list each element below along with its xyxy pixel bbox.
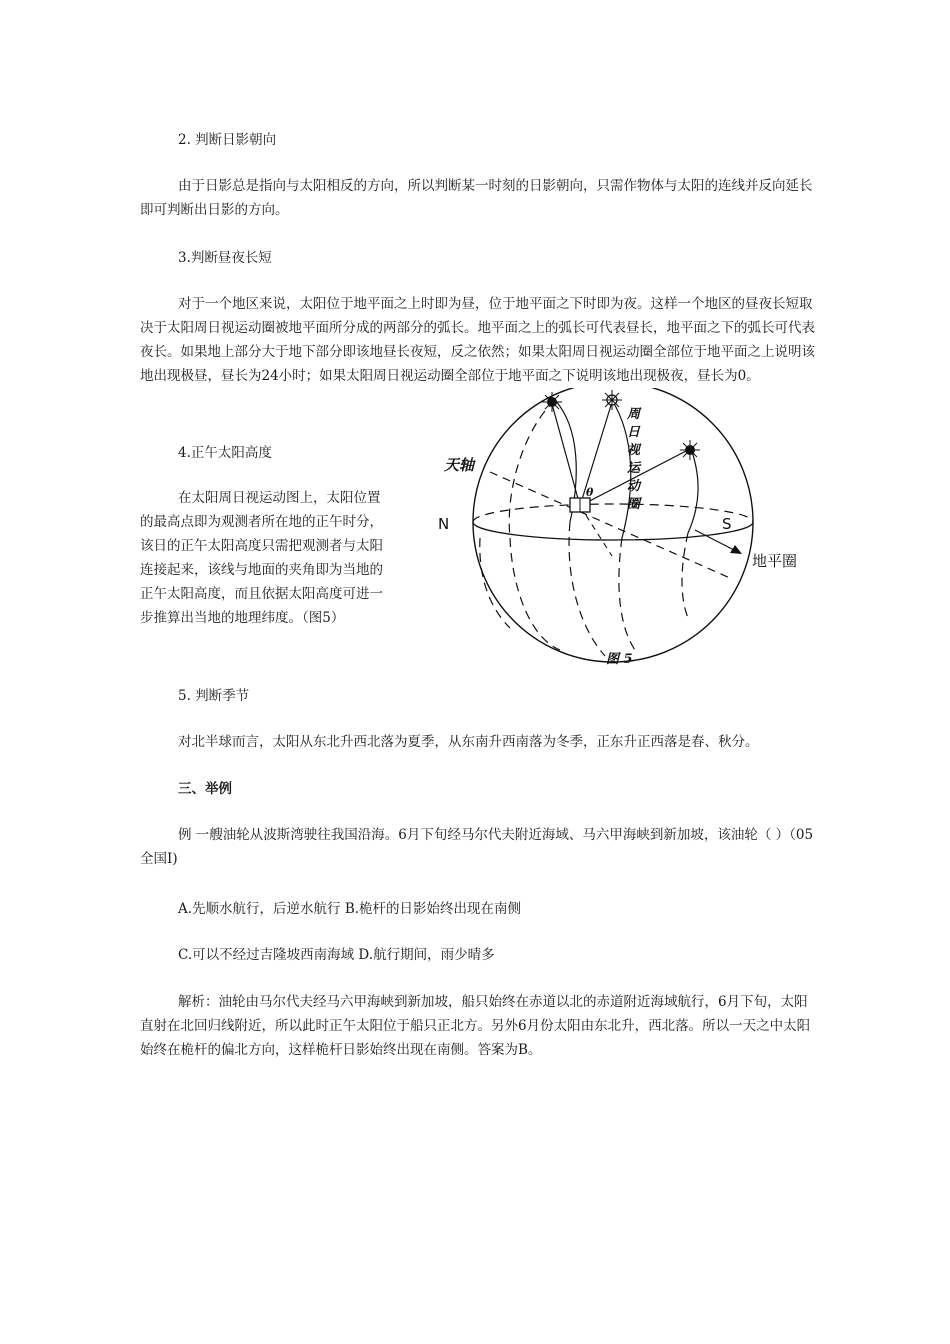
south-label: S: [722, 515, 732, 533]
section-5-body: 对北半球而言，太阳从东北升西北落为夏季，从东南升西南落为冬季，正东升正西落是春、秋分。: [178, 734, 759, 750]
diurnal-circle-4-lower: [619, 538, 635, 650]
celestial-axis-label: 天轴: [444, 456, 475, 474]
section-5-title: 5. 判断季节: [178, 688, 250, 704]
sun-icon: [542, 392, 562, 412]
horizon-pointer-line: [695, 530, 734, 550]
options-a-b: A.先顺水航行，后逆水航行 B.桅杆的日影始终出现在南侧: [178, 901, 522, 917]
sightline-sun-2: [580, 402, 612, 506]
sun-diurnal-motion-figure: [430, 388, 820, 680]
section-example-title: 三、举例: [178, 781, 232, 797]
options-c-d: C.可以不经过吉隆坡西南海域 D.航行期间，雨少晴多: [178, 947, 495, 963]
section-4-title: 4.正午太阳高度: [178, 445, 272, 461]
answer-analysis: 解析：油轮由马尔代夫经马六甲海峡到新加坡，船只始终在赤道以北的赤道附近海域航行，6月下旬，太阳直射在北回归线附近，所以此时正午太阳位于船只正北方。另外6月份太阳由东北升，西北落。所以一天之中太阳始终在桅杆的偏北方向，这样桅杆日影始终出现在南侧。答案为B。: [140, 994, 811, 1058]
horizon-front-arc: [473, 522, 753, 540]
section-4-body: 在太阳周日视运动图上，太阳位置的最高点即为观测者所在地的正午时分，该日的正午太阳高度只需把观测者与太阳连接起来，该线与地面的夹角即为当地的正午太阳高度，而且依据太阳高度可进一步推算出当地的地理纬度。（图5）: [140, 490, 383, 626]
diurnal-circle-3-lower: [569, 522, 605, 656]
celestial-axis-line: [490, 472, 730, 578]
horizon-back-arc: [473, 504, 753, 522]
figure-caption: 图 5: [606, 652, 633, 667]
section-2-body: 由于日影总是指向与太阳相反的方向，所以判断某一时刻的日影朝向，只需作物体与太阳的连线并反向延长即可判断出日影的方向。: [140, 178, 813, 218]
diurnal-circle-6-lower: [480, 538, 510, 628]
diurnal-circle-5-lower: [682, 533, 688, 618]
horizon-circle-label: 地平圈: [752, 552, 798, 570]
celestial-sphere-diagram: [430, 388, 820, 680]
celestial-sphere-outline: [473, 388, 753, 662]
angle-label: θ: [586, 486, 594, 499]
section-2-title: 2. 判断日影朝向: [178, 132, 277, 148]
diurnal-circle-label: 周日视运动圈: [627, 407, 641, 512]
section-3-body: 对于一个地区来说，太阳位于地平面之上时即为昼，位于地平面之下时即为夜。这样一个地区的昼夜长短取决于太阳周日视运动圈被地平面所分成的两部分的弧长。地平面之上的弧长可代表昼长，地平面之下的弧长可代表夜长。如果地上部分大于地下部分即该地昼长夜短，反之依然；如果太阳周日视运动圈全部位于地平面之上说明该地出现极昼，昼长为24小时；如果太阳周日视运动圈全部位于地平面之下说明该地出现极夜，昼长为0。: [140, 296, 815, 384]
example-question: 例 一艘油轮从波斯湾驶往我国沿海。6月下旬经马尔代夫附近海域、马六甲海峡到新加坡，该油轮（ ）（05全国I): [140, 827, 814, 867]
sun-icon: [602, 390, 622, 410]
section-3-title: 3.判断昼夜长短: [178, 250, 272, 266]
sun-icon: [680, 440, 700, 460]
diurnal-circle-2-lower: [510, 538, 560, 650]
north-label: N: [438, 515, 450, 533]
